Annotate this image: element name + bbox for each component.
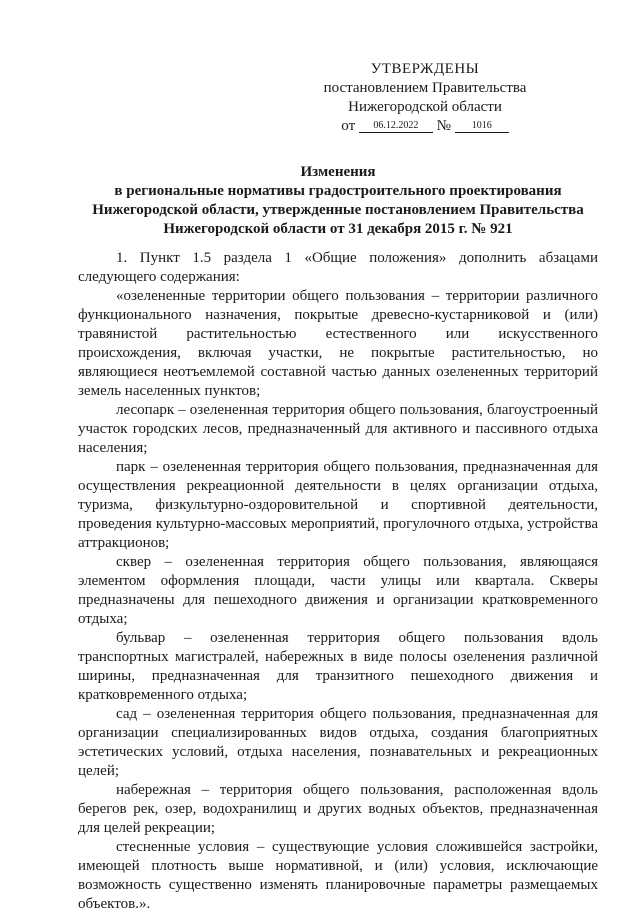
number-label: № xyxy=(436,118,451,134)
paragraph-green-areas: «озелененные территории общего пользования – территории различного функционального назначения, покрытые древесно-кустарниковой и (или) травянистой растительностью естественного или искусственного происхождения, включая участки, не покрытые растительностью, но являющиеся неотъемлемой составной частью данных озелененных территорий земель населенных пунктов; xyxy=(78,288,598,399)
document-body xyxy=(78,249,598,914)
approval-date: 06.12.2022 xyxy=(359,120,433,133)
approval-number: 1016 xyxy=(455,120,509,133)
title-line-4: Нижегородской области от 31 декабря 2015 г. № 921 xyxy=(163,221,513,237)
paragraph-garden: сад – озелененная территория общего пользования, предназначенная для организации специализированных видов отдыха, создания благоприятных эстетических условий, отдыха населения, познавательных и рекреационных целей; xyxy=(78,706,598,779)
approval-line-1: постановлением Правительства xyxy=(323,80,527,96)
title-line-3: Нижегородской области, утвержденные постановлением Правительства xyxy=(92,202,584,218)
approval-block xyxy=(300,60,550,136)
approval-heading: УТВЕРЖДЕНЫ xyxy=(370,61,480,77)
title-line-2: в региональные нормативы градостроительного проектирования xyxy=(114,183,562,199)
paragraph-constrained-conditions: стесненные условия – существующие условия сложившейся застройки, имеющей плотность выше нормативной, и (или) условия, исключающие возможность существенно изменять планировочные параметры размещаемых объектов.». xyxy=(78,839,598,912)
paragraph-boulevard: бульвар – озелененная территория общего пользования вдоль транспортных магистралей, набережных в виде полосы озеленения различной ширины, предназначенная для транзитного пешеходного движения и кратковременного отдыха; xyxy=(78,630,598,703)
from-label: от xyxy=(341,118,356,134)
paragraph-square: сквер – озелененная территория общего пользования, являющаяся элементом оформления площади, части улицы или квартала. Скверы предназначены для пешеходного движения и организации кратковременного отдыха; xyxy=(78,554,598,627)
document-title xyxy=(78,163,598,239)
approval-line-2: Нижегородской области xyxy=(348,99,502,115)
paragraph-intro: 1. Пункт 1.5 раздела 1 «Общие положения» дополнить абзацами следующего содержания: xyxy=(78,250,598,285)
title-line-1: Изменения xyxy=(300,164,376,180)
paragraph-embankment: набережная – территория общего пользования, расположенная вдоль берегов рек, озер, водохранилищ и других водных объектов, предназначенная для целей рекреации; xyxy=(78,782,598,836)
paragraph-forest-park: лесопарк – озелененная территория общего пользования, благоустроенный участок городских лесов, предназначенный для активного и пассивного отдыха населения; xyxy=(78,402,598,456)
approval-dateline xyxy=(300,117,550,136)
paragraph-park: парк – озелененная территория общего пользования, предназначенная для осуществления рекреационной деятельности в целях организации отдыха, туризма, физкультурно-оздоровительной и спортивной деятельности, проведения культурно-массовых мероприятий, прогулочного отдыха, устройства аттракционов; xyxy=(78,459,598,551)
